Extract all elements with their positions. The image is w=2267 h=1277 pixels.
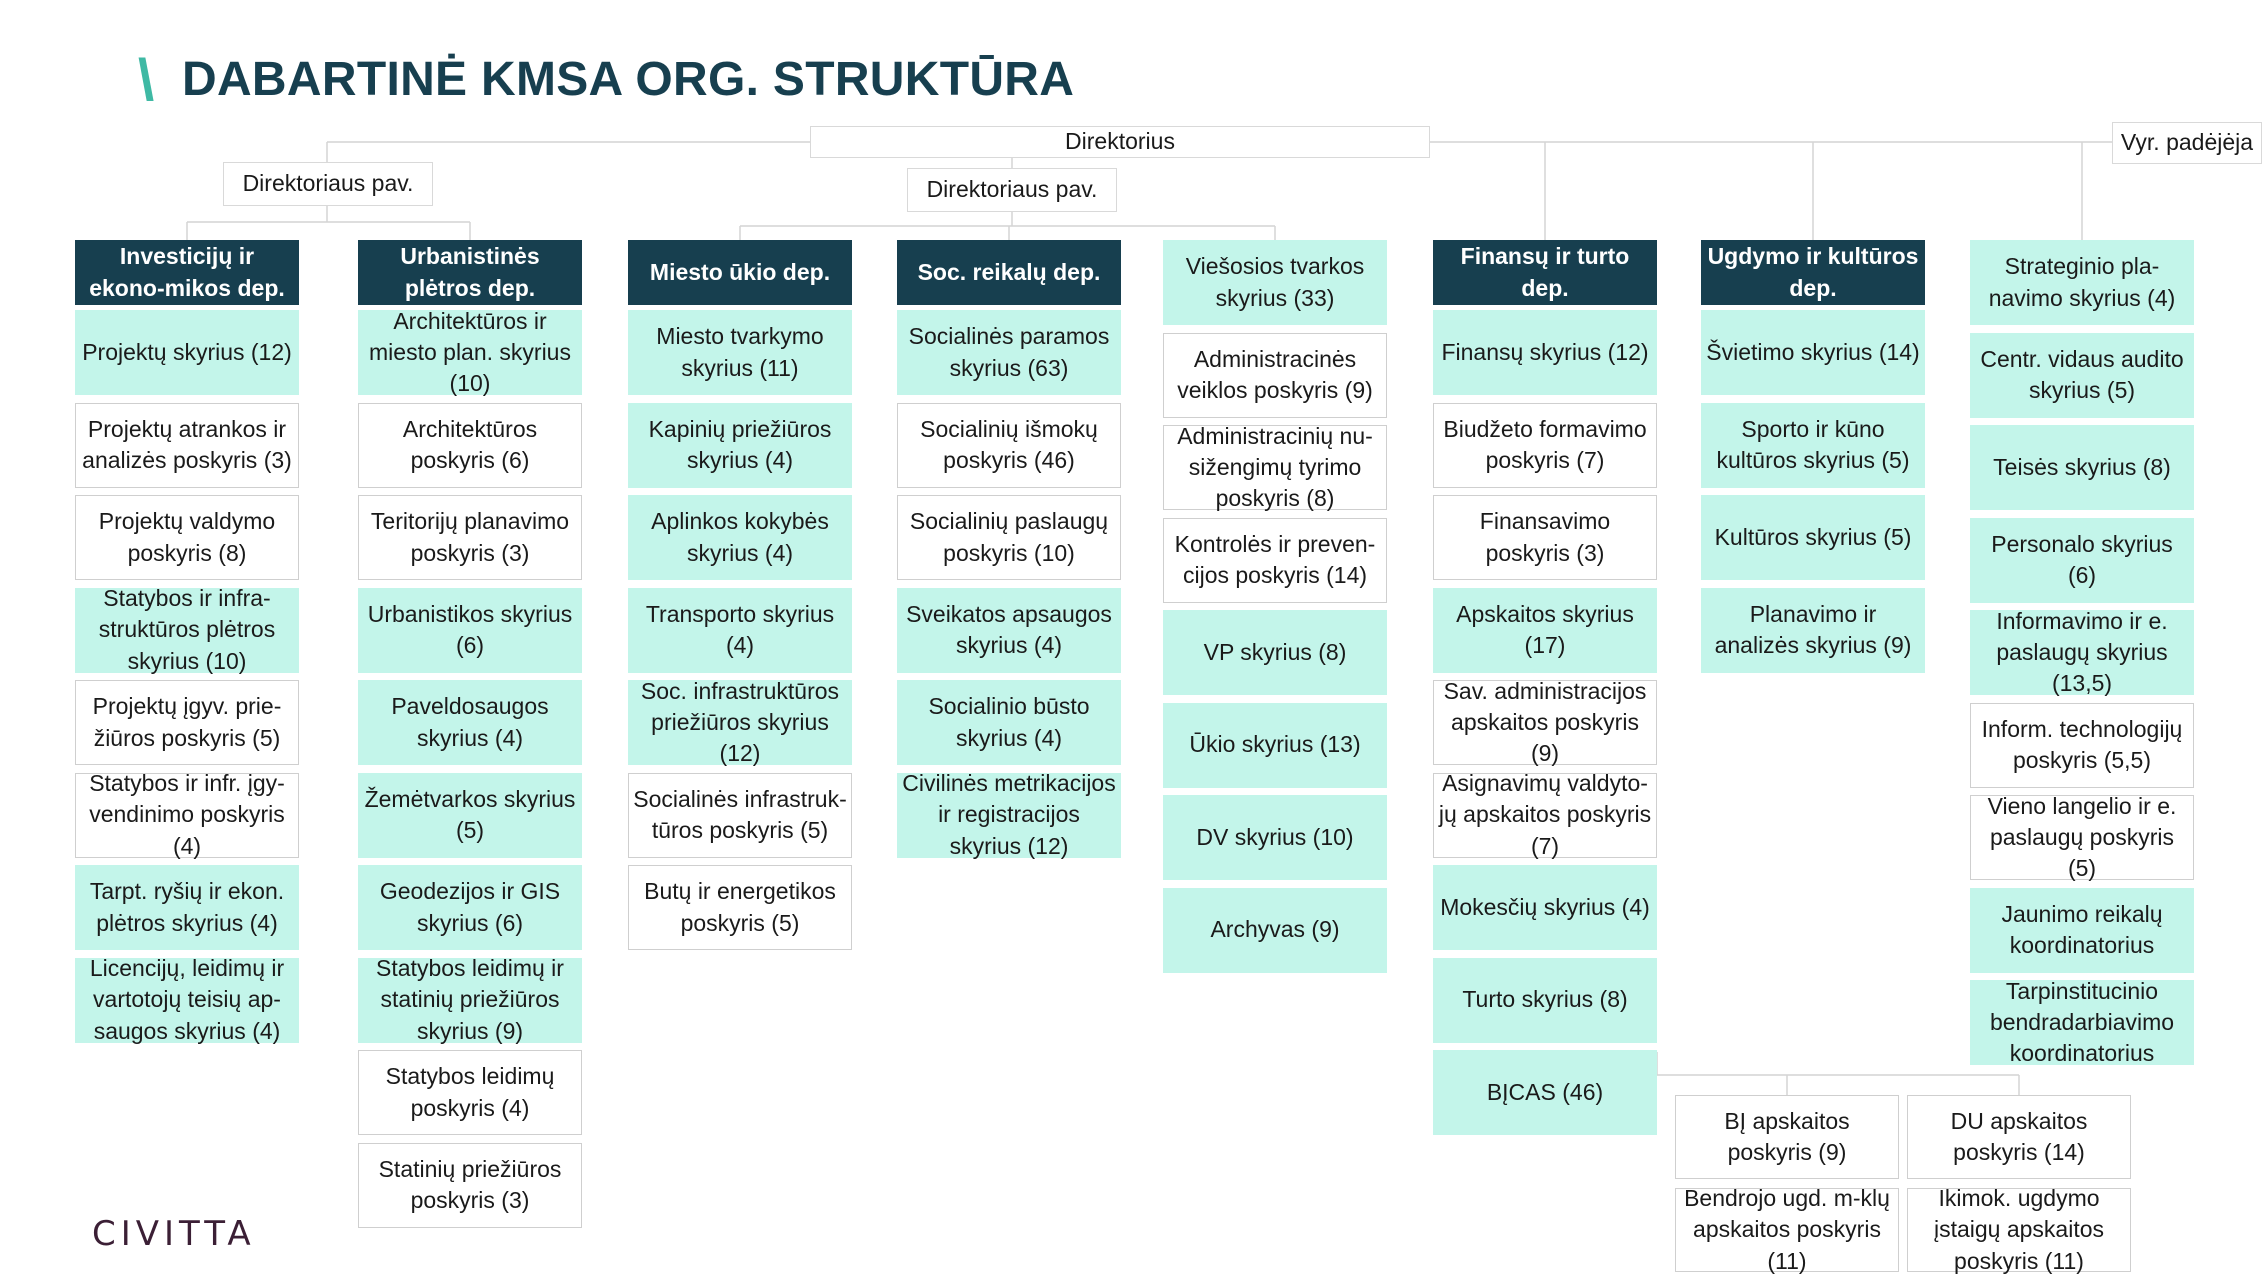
unit-box-label: Švietimo skyrius (14) — [1706, 338, 1920, 365]
unit-box — [1163, 888, 1387, 973]
unit-box-label: Statinių priežiūros poskyris (3) — [378, 1155, 562, 1213]
unit-box-label: Administracinių nu-sižengimų tyrimo poskyris (8) — [1177, 422, 1373, 512]
department-header-label: Urbanistinės plėtros dep. — [400, 243, 540, 301]
unit-box-label: Architektūros poskyris (6) — [402, 415, 538, 473]
department-header-label: Finansų ir turto dep. — [1460, 243, 1630, 301]
bicas-subunit-box-label: BĮ apskaitos poskyris (9) — [1724, 1107, 1850, 1165]
bicas-subunit-box-label: Bendrojo ugd. m-klų apskaitos poskyris (11) — [1684, 1185, 1890, 1274]
unit-box-label: Žemėtvarkos skyrius (5) — [364, 785, 576, 843]
unit-box-label: Vieno langelio ir e. paslaugų poskyris (5) — [1987, 792, 2177, 882]
unit-box — [358, 588, 582, 673]
unit-box-label: Projektų skyrius (12) — [82, 338, 292, 365]
unit-box — [358, 865, 582, 950]
unit-box — [75, 403, 299, 488]
department-header — [358, 240, 582, 305]
department-header — [897, 240, 1121, 305]
bicas-subunit-box — [1675, 1185, 1899, 1274]
unit-box — [1970, 607, 2194, 697]
unit-box-label: Statybos leidimų ir statinių priežiūros skyrius (9) — [376, 955, 564, 1044]
unit-box-label: Apskaitos skyrius (17) — [1456, 600, 1634, 658]
bicas-subunit-box — [1675, 1095, 1899, 1179]
unit-box — [1970, 792, 2194, 882]
unit-box — [1433, 403, 1657, 488]
unit-box-label: Finansų skyrius (12) — [1441, 338, 1649, 365]
director-box-label: Direktorius — [1065, 128, 1175, 155]
unit-box — [358, 403, 582, 488]
unit-box — [75, 955, 299, 1044]
unit-box-label: Inform. technologijų poskyris (5,5) — [1981, 715, 2183, 773]
unit-box — [1433, 310, 1657, 395]
unit-box-label: Miesto tvarkymo skyrius (11) — [656, 323, 824, 381]
unit-box — [1970, 333, 2194, 418]
unit-box — [1970, 240, 2194, 325]
unit-box-label: VP skyrius (8) — [1203, 638, 1347, 665]
unit-box-label: Tarpt. ryšių ir ekon. plėtros skyrius (4) — [89, 878, 285, 936]
department-header-label: Miesto ūkio dep. — [649, 258, 831, 285]
unit-box — [897, 770, 1121, 859]
civitta-logo: CIVITTA — [92, 1214, 256, 1254]
unit-box-label: Statybos ir infra-struktūros plėtros skyrius (10) — [98, 585, 276, 674]
unit-box-label: Socialinių išmokų poskyris (46) — [920, 415, 1098, 473]
unit-box-label: Finansavimo poskyris (3) — [1479, 508, 1611, 566]
department-header-label: Investicijų ir ekono-mikos dep. — [89, 243, 285, 301]
unit-box-label: Biudžeto formavimo poskyris (7) — [1443, 415, 1647, 473]
unit-box — [75, 680, 299, 765]
unit-box — [628, 403, 852, 488]
unit-box — [897, 588, 1121, 673]
unit-box-label: Mokesčių skyrius (4) — [1440, 893, 1650, 920]
unit-box-label: Transporto skyrius (4) — [645, 600, 835, 658]
department-header-label: Ugdymo ir kultūros dep. — [1707, 243, 1919, 301]
unit-box-label: Teritorijų planavimo poskyris (3) — [370, 508, 570, 566]
unit-box-label: Civilinės metrikacijos ir registracijos skyrius (12) — [902, 770, 1116, 859]
bicas-subunit-box — [1907, 1185, 2131, 1274]
bicas-subunit-box-label: DU apskaitos poskyris (14) — [1950, 1107, 2088, 1165]
unit-box-label: Socialinių paslaugų poskyris (10) — [909, 508, 1109, 566]
unit-box-label: Informavimo ir e. paslaugų skyrius (13,5) — [1996, 607, 2168, 697]
unit-box — [358, 495, 582, 580]
unit-box — [358, 773, 582, 858]
unit-box — [1163, 422, 1387, 512]
unit-box — [358, 1050, 582, 1135]
unit-box — [1433, 1050, 1657, 1135]
unit-box-label: Kultūros skyrius (5) — [1714, 523, 1912, 550]
department-header — [1433, 240, 1657, 305]
unit-box — [1433, 770, 1657, 859]
director-box — [810, 126, 1430, 158]
deputy-left-box — [223, 162, 433, 206]
department-header — [75, 240, 299, 305]
unit-box — [897, 403, 1121, 488]
unit-box-label: Turto skyrius (8) — [1462, 986, 1628, 1013]
unit-box — [1163, 610, 1387, 695]
unit-box — [358, 1143, 582, 1228]
unit-box-label: Socialinės infrastruk-tūros poskyris (5) — [633, 785, 847, 843]
unit-box — [1433, 588, 1657, 673]
unit-box — [358, 955, 582, 1044]
unit-box-label: Projektų valdymo poskyris (8) — [98, 508, 276, 566]
unit-box-label: Tarpinstitucinio bendradarbiavimo koordinatorius — [1989, 977, 2175, 1067]
unit-box-label: Socialinio būsto skyrius (4) — [928, 693, 1090, 751]
unit-box — [1701, 495, 1925, 580]
bicas-subunit-box — [1907, 1095, 2131, 1179]
deputy-center-box — [907, 168, 1117, 212]
unit-box — [1970, 425, 2194, 510]
department-header-label: Soc. reikalų dep. — [917, 258, 1101, 285]
unit-box — [897, 680, 1121, 765]
unit-box-label: Soc. infrastruktūros priežiūros skyrius (12) — [640, 677, 840, 767]
unit-box-label: Licencijų, leidimų ir vartotojų teisių ap-saugos skyrius (4) — [89, 955, 285, 1044]
chief-specialist-box — [2112, 122, 2262, 164]
unit-box-label: Centr. vidaus audito skyrius (5) — [1980, 345, 2184, 403]
deputy-center-box-label: Direktoriaus pav. — [926, 176, 1098, 203]
department-header — [628, 240, 852, 305]
unit-box-label: Strateginio pla-navimo skyrius (4) — [1988, 253, 2176, 311]
unit-box-label: Personalo skyrius (6) — [1991, 530, 2173, 588]
deputy-left-box-label: Direktoriaus pav. — [242, 170, 414, 197]
unit-box — [897, 495, 1121, 580]
unit-box-label: Projektų įgyv. prie-žiūros poskyris (5) — [92, 693, 282, 751]
unit-box-label: Projektų atrankos ir analizės poskyris (3) — [82, 415, 292, 473]
unit-box-label: Architektūros ir miesto plan. skyrius (10) — [369, 307, 571, 397]
unit-box — [1433, 677, 1657, 767]
unit-box — [628, 588, 852, 673]
unit-box-label: Sav. administracijos apskaitos poskyris (9) — [1443, 677, 1647, 767]
unit-box-label: Asignavimų valdyto-jų apskaitos poskyris (7) — [1438, 770, 1652, 859]
unit-box — [75, 770, 299, 859]
title-accent-slash: \ — [138, 48, 155, 113]
unit-box — [1163, 333, 1387, 418]
unit-box — [628, 773, 852, 858]
unit-box — [1163, 518, 1387, 603]
chief-specialist-box-label: Vyr. padėjėja — [2120, 129, 2254, 156]
unit-box-label: BĮCAS (46) — [1486, 1078, 1604, 1105]
unit-box — [1970, 888, 2194, 973]
unit-box — [1163, 703, 1387, 788]
unit-box-label: Kapinių priežiūros skyrius (4) — [648, 415, 832, 473]
unit-box — [1701, 588, 1925, 673]
unit-box — [628, 495, 852, 580]
unit-box-label: Socialinės paramos skyrius (63) — [908, 323, 1110, 381]
unit-box-label: Ūkio skyrius (13) — [1189, 731, 1361, 758]
unit-box-label: Viešosios tvarkos skyrius (33) — [1185, 253, 1365, 311]
unit-box-label: Paveldosaugos skyrius (4) — [391, 693, 549, 751]
department-header — [1701, 240, 1925, 305]
unit-box — [1970, 977, 2194, 1067]
unit-box — [897, 310, 1121, 395]
unit-box — [1701, 310, 1925, 395]
unit-box — [75, 310, 299, 395]
unit-box-label: Archyvas (9) — [1210, 916, 1340, 943]
unit-box — [1701, 403, 1925, 488]
unit-box — [628, 310, 852, 395]
page-title: DABARTINĖ KMSA ORG. STRUKTŪRA — [182, 53, 1075, 106]
unit-box — [1163, 795, 1387, 880]
unit-box — [628, 677, 852, 767]
unit-box — [1970, 703, 2194, 788]
unit-box-label: Planavimo ir analizės skyrius (9) — [1714, 600, 1912, 658]
unit-box — [358, 307, 582, 397]
unit-box-label: Administracinės veiklos poskyris (9) — [1177, 345, 1373, 403]
bicas-subunit-box-label: Ikimok. ugdymo įstaigų apskaitos poskyris (11) — [1933, 1185, 2105, 1274]
unit-box — [1433, 495, 1657, 580]
unit-box-label: Jaunimo reikalų koordinatorius — [2001, 900, 2163, 958]
unit-box — [1163, 240, 1387, 325]
unit-box-label: Urbanistikos skyrius (6) — [367, 600, 573, 658]
unit-box — [1970, 518, 2194, 603]
unit-box — [75, 585, 299, 674]
unit-box-label: Sveikatos apsaugos skyrius (4) — [906, 600, 1112, 658]
unit-box-label: Geodezijos ir GIS skyrius (6) — [379, 878, 561, 936]
unit-box — [1433, 865, 1657, 950]
unit-box — [75, 865, 299, 950]
unit-box — [358, 680, 582, 765]
unit-box-label: Aplinkos kokybės skyrius (4) — [651, 508, 829, 566]
unit-box-label: Statybos ir infr. įgy-vendinimo poskyris (4) — [89, 770, 285, 859]
unit-box-label: Sporto ir kūno kultūros skyrius (5) — [1716, 415, 1910, 473]
unit-box — [1433, 958, 1657, 1043]
unit-box — [75, 495, 299, 580]
unit-box-label: Kontrolės ir preven-cijos poskyris (14) — [1174, 530, 1376, 588]
unit-box-label: DV skyrius (10) — [1196, 823, 1354, 850]
unit-box-label: Teisės skyrius (8) — [1993, 453, 2171, 480]
unit-box-label: Statybos leidimų poskyris (4) — [385, 1063, 555, 1121]
unit-box — [628, 865, 852, 950]
unit-box-label: Butų ir energetikos poskyris (5) — [644, 878, 836, 936]
